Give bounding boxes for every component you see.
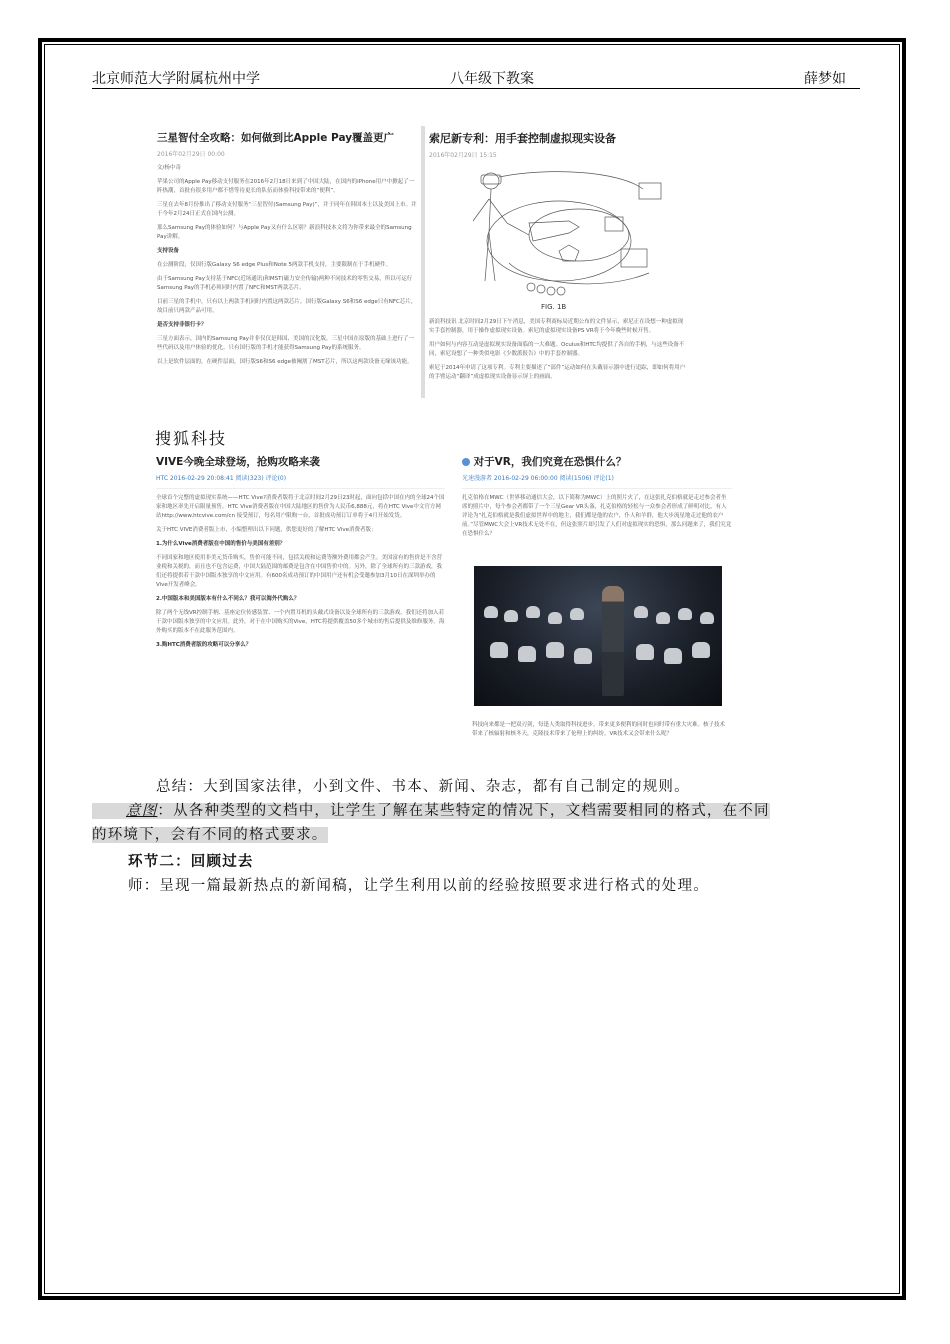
intent-label: 意图 (126, 803, 158, 819)
article-paragraph: 新浪科技讯 北京时间2月29日下午消息，美国专利商标局近期公布的文件显示，索尼正在设想一种虚拟现实手套控制器，用于操作虚拟现实设备。索尼的虚拟现实设备PS VR将于今年晚些时候开售。 (429, 319, 684, 334)
summary-line: 总结：大到国家法律，小到文件、书本、新闻、杂志，都有自己制定的规则。 (156, 779, 690, 795)
intent-paragraph (92, 799, 852, 847)
article-paragraph: 除了两个无线VR控制手柄、基座定位传感装置、一个内置耳机的头戴式设备以及全球所有的三款游戏，我们还将加入若干款中国版本独享的中文应用。此外，对于在中国购买的Vive，HTC将提供覆盖50多个城市的售后提供及维修服务。海外购买的版本不在此服务范围内。 (156, 610, 445, 634)
article-paragraph: 那么Samsung Pay的体验如何？与Apple Pay又有什么区别？新浪科技本文将为你带来最全的Samsung Pay讲解。 (157, 225, 412, 240)
article-paragraph: 苹果公司的Apple Pay移动支付服务在2016年2月18日来到了中国大陆，在国内的iPhone用户中掀起了一阵热潮，首批有很多用户都不惜等待更长的队伍而体验科技带来的“便利”。 (157, 179, 415, 194)
article-title: VIVE今晚全球登场，抢购攻略来袭 (156, 456, 320, 468)
article-meta: HTC 2016-02-29 20:08:41 阅读(323) 评论(0) (156, 475, 287, 482)
article-subheading: 2.中国版本和美国版本有什么不同么？我可以海外代购么？ (156, 596, 300, 602)
article-paragraph: 在公测阶段，仅国行版Galaxy S6 edge Plus和Note 5两款手机支持，主要限制在于手机硬件。 (157, 262, 391, 268)
article-title: 三星智付全攻略：如何做到比Apple Pay覆盖更广 (157, 132, 395, 144)
article-paragraph: 索尼于2014年申请了这项专利。专利主要描述了“部件”运动如何在头戴显示器中进行追踪，即如何将用户的手臂运动“翻译”成虚拟现实设备显示屏上的画面。 (429, 365, 686, 380)
header-doc-type: 八年级下教案 (450, 71, 534, 87)
article-paragraph: 由于Samsung Pay支持基于NFC(近场通讯)和MST(磁力安全传输)两种不同技术的零售交易，所以可运行Samsung Pay的手机必须同时内置了NFC和MST两款芯片。 (157, 276, 413, 291)
article-subheading: 1.为什么Vive消费者版在中国的售价与美国有差别？ (156, 541, 286, 547)
article-meta: 2016年02月29日 00:00 (157, 151, 225, 158)
article-title: 对于VR，我们究竟在恐惧什么？ (473, 456, 627, 468)
header-school: 北京师范大学附属杭州中学 (92, 71, 260, 87)
samsung-pay-article-clip (153, 126, 421, 398)
teacher-instruction: 师：呈现一篇最新热点的新闻稿，让学生利用以前的经验按照要求进行格式的处理。 (128, 878, 709, 894)
article-title-row (462, 454, 732, 469)
article-paragraph: 三星在去年8月份推出了移动支付服务“三星智付(Samsung Pay)”，并于同年在韩国本土以及美国上市。并于今年2月24日正式在国内公测。 (157, 202, 417, 217)
article-paragraph: 全球首个完整的虚拟现实系统——HTC Vive?消费者版将于北京时间2月29日23时起，面向包括中国在内的全球24个国家和地区率先开启限量预售。HTC Vive消费者版在中国大陆地区的售价为人民币6,888元，将在HTC Vive中文官方网站http://www.htcvive.com/cn 接受预订，每名用户限购一台，首批成功预订订单将于4月开始发货。 (156, 495, 445, 519)
source-caption: 搜狐科技 (155, 429, 228, 448)
article-body (462, 488, 732, 558)
article-subheading: 是否支持非银行卡？ (157, 322, 207, 328)
section-heading: 环节二：回顾过去 (128, 853, 254, 870)
figure-label: FIG. 1B (541, 303, 567, 311)
article-meta: 2016年02月29日 15:15 (429, 152, 497, 159)
article-body (429, 318, 687, 382)
article-paragraph: 用户如何与内容互动是虚拟现实设备面临的一大难题。Oculus和HTC均提供了各自的手柄，与这些设备不同，索尼设想了一种类似电影《少数派报告》中的手套控制器。 (429, 342, 685, 357)
article-paragraph: 文/杨中奇 (157, 165, 181, 171)
article-subheading: 支持设备 (157, 248, 180, 254)
article-title: 索尼新专利：用手套控制虚拟现实设备 (429, 132, 616, 145)
article-paragraph: 扎克伯格在MWC（世界移动通信大会，以下简称为MWC）上的照片火了，在这张扎克伯格就是走过参会者坐席的照片中，每个参会者都带了一个三星Gear VR头盔，扎克伯格的轻松与一众参会者形成了鲜明对比，有人评论为“扎克伯格就是我们虚拟世界中的地主，我们都是他的农户，仆人和羊群，他大步流星地走过他的农户前。”尽管MWC大会上VR技术无处不在，但这张照片却引发了人们对虚拟现实的恐惧，那么问题来了，我们究竟在恐惧什么？ (462, 495, 732, 537)
article-meta: 光速漫游者 2016-02-29 06:00:00 阅读(1506) 评论(1) (462, 475, 614, 482)
header-author: 薛梦如 (804, 71, 846, 87)
intent-highlight (92, 803, 770, 819)
intent-text-2: 的环境下，会有不同的格式要求。 (92, 827, 328, 843)
walking-presenter (602, 586, 624, 696)
article-paragraph: 目前三星的手机中，只有以上两款手机同时内置这两款芯片，国行版Galaxy S6和S6 edge只有NFC芯片，故目前只两款产品可用。 (157, 299, 417, 314)
page-header (92, 66, 860, 89)
mwc-audience-photo (474, 566, 722, 706)
article-body (156, 488, 445, 650)
article-paragraph: 以上是软件层面的，在硬件层面，国行版S6和S6 edge被阉割了MST芯片，所以这两款设备无缘该功能。 (157, 359, 413, 365)
article-bullet-icon (462, 458, 470, 466)
patent-drawing-illustration (429, 163, 687, 313)
article-paragraph: 关于HTC VIVE消费者版上市，小编整理出以下问题，供您更好的了解HTC Vive消费者版： (156, 527, 377, 533)
htc-vive-article-clip (153, 450, 448, 746)
intent-text-1: ：从各种类型的文档中，让学生了解在某些特定的情况下，文档需要相同的格式，在不同 (157, 803, 770, 819)
article-paragraph: 科技向来都是一把双刃剑，每逢人类取得科技进步，带来更多便利的同时也同时带有重大灾难。核子技术带来了核辐射和核冬天，克隆技术带来了伦理上的纠纷，VR技术又会带来什么呢？ (472, 722, 726, 737)
article-subheading: 3.购HTC消费者版的攻略可以分享么？ (156, 642, 252, 648)
article-paragraph: 不同国家和地区使用非美元货币购买，售价可能不同，包括关税和运费等额外费用都会产生。美国富有的售价是不含营业税和关税的，而且也不包含运费，中国大陆范围的邮费是包含在中国售价中的。另外，除了全球所有的三款游戏，我们还将提供若干款中国版本独享的中文应用。有600名成功预订的中国用户还有机会受邀参加3月10日在深圳举办的Vive开发者峰会。 (156, 555, 443, 588)
article-paragraph: 三星方面表示，国内的Samsung Pay并非仅仅是韩国、美国的汉化版，三星中国在原版的基础上进行了一些代码以及用户体验的优化。只有国行版的手机才能获得Samsung Pay的系统服务。 (157, 336, 414, 351)
article-body (157, 164, 417, 367)
sony-patent-article-clip (425, 126, 691, 398)
